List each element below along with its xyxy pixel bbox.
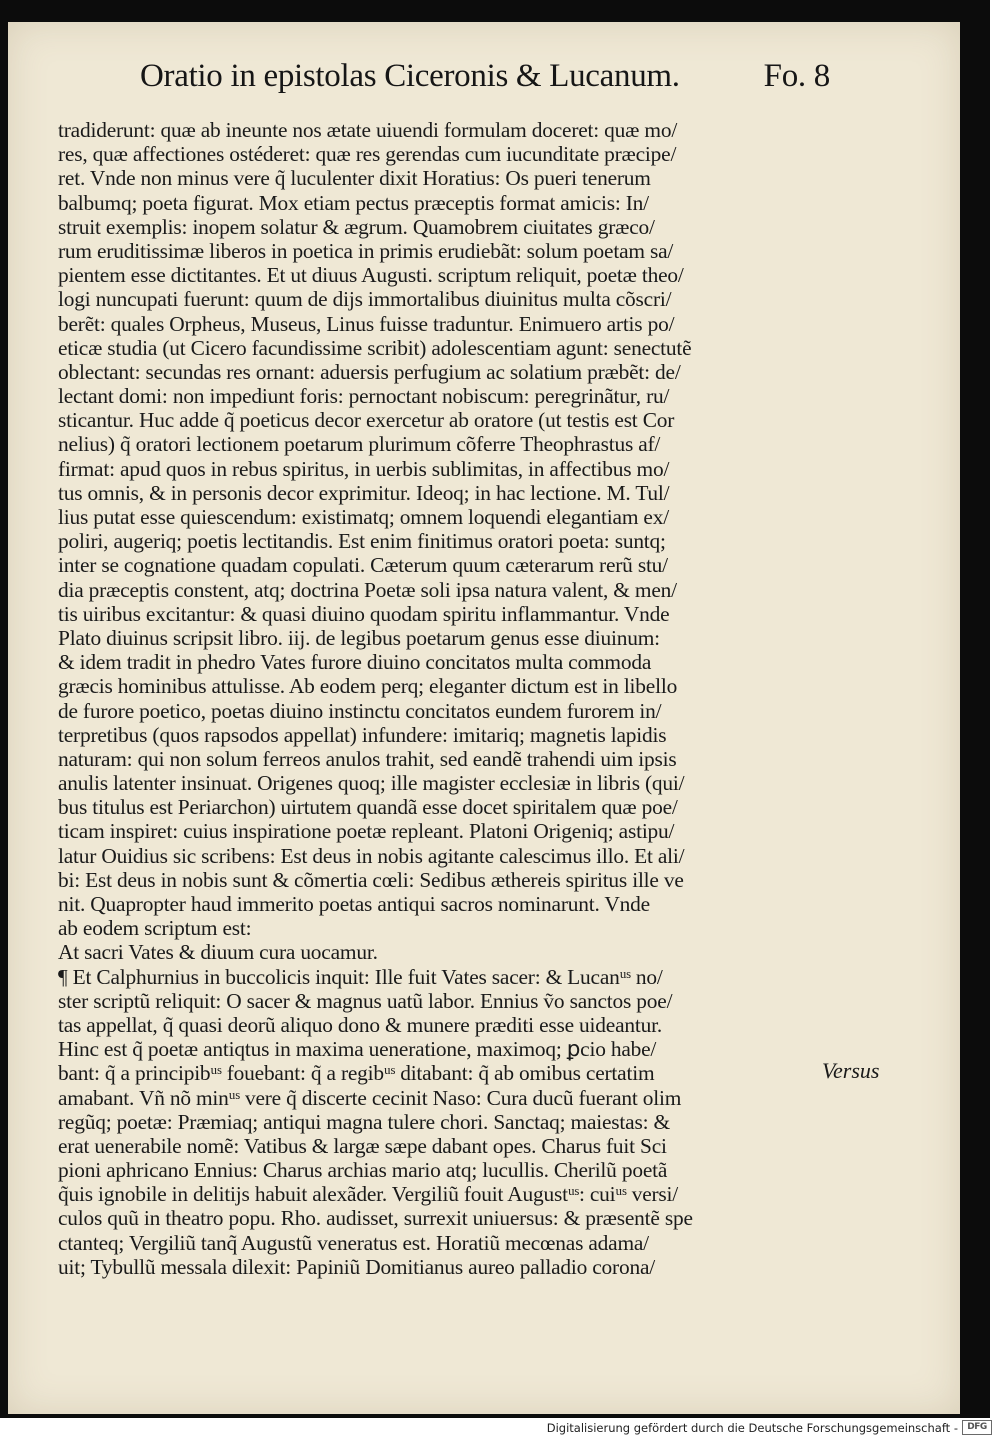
text-line: & idem tradit in phedro Vates furore diuino concitatos multa commoda [58,650,652,675]
text-line: nelius) q̃ oratori lectionem poetarum plurimum cõferre Theophrastus af/ [58,432,661,457]
text-line: ctanteq; Vergiliũ tanq̃ Augustũ veneratus est. Horatiũ mecœnas adama/ [58,1230,649,1255]
text-line: uit; Tybullũ messala dilexit: Papiniũ Domitianus aureo palladio corona/ [58,1254,655,1279]
text-line: Hinc est q̃ poetæ antiqtus in maxima ueneratione, maximoq; ꝑcio habe/ [58,1037,657,1062]
text-line: tus omnis, & in personis decor exprimitur. Ideoq; in hac lectione. M. Tul/ [58,480,670,505]
page-header [140,58,830,108]
text-line: logi nuncupati fuerunt: quum de dijs immortalibus diuinitus multa cõscri/ [58,287,672,312]
text-line: culos quũ in theatro popu. Rho. audisset, surrexit uniuersus: & præsentẽ spe [58,1206,693,1231]
text-line: firmat: apud quos in rebus spiritus, in uerbis sublimitas, in affectibus mo/ [58,456,670,481]
text-line: anulis latenter insinuat. Origenes quoq; ille magister ecclesiæ in libris (qui/ [58,771,685,796]
running-title: Oratio in epistolas Ciceronis & Lucanum. [140,58,680,94]
text-line: ster scriptũ reliquit: O sacer & magnus uatũ labor. Ennius ṽo sanctos poe/ [58,988,673,1013]
text-line: tis uiribus excitantur: & quasi diuino quodam spiritu inflammantur. Vnde [58,601,670,626]
text-line: bi: Est deus in nobis sunt & cõmertia cœli: Sedibus æthereis spiritus ille ve [58,867,684,892]
text-line: eticæ studia (ut Cicero facundissime scribit) adolescentiam agunt: senectutẽ [58,335,692,360]
text-line: ¶ Et Calphurnius in buccolicis inquit: Ille fuit Vates sacer: & Lucanᵘˢ no/ [58,964,663,989]
text-line: struit exemplis: inopem solatur & ægrum. Quamobrem ciuitates græco/ [58,214,655,239]
text-line: res, quæ affectiones ostéderet: quæ res gerendas cum iucunditate præcipe/ [58,142,677,167]
text-line: nit. Quapropter haud immerito poetas antiqui sacros nominarunt. Vnde [58,892,650,916]
text-line: bus titulus est Periarchon) uirtutem quandã esse docet spiritalem quæ poe/ [58,795,678,820]
text-line: balbumq; poeta figurat. Mox etiam pectus præceptis format amicis: In/ [58,190,649,215]
text-line: At sacri Vates & diuum cura uocamur. [58,940,378,965]
text-line: regũq; poetæ: Præmiaq; antiqui magna tulere chori. Sanctaq; maiestas: & [58,1109,670,1134]
text-line: pioni aphricano Ennius: Charus archias mario atq; lucullis. Cherilũ poetã [58,1158,668,1183]
text-line: tradiderunt: quæ ab ineunte nos ætate uiuendi formulam doceret: quæ mo/ [58,118,678,142]
footer [0,1418,1000,1440]
marginal-note: Versus [822,1058,880,1083]
footer-credit: Digitalisierung gefördert durch die Deutsche Forschungsgemeinschaft - [546,1421,958,1435]
body-text [58,118,820,1279]
folio-number: Fo. 8 [763,58,830,94]
text-line: poliri, augeriq; poetis lectitandis. Est enim finitimus oratori poeta: suntq; [58,529,666,554]
text-line: rum eruditissimæ liberos in poetica in primis erudiebãt: solum poetam sa/ [58,238,674,263]
text-line: latur Ouidius sic scribens: Est deus in nobis agitante calescimus illo. Et ali/ [58,843,685,868]
text-line: lectant domi: non impediunt foris: pernoctant nobiscum: peregrinãtur, ru/ [58,384,670,409]
text-line: ticam inspiret: cuius inspiratione poetæ repleant. Platoni Origeniq; astipu/ [58,819,675,844]
dfg-logo: DFG [962,1420,992,1435]
text-line: oblectant: secundas res ornant: aduersis perfugium ac solatium præbẽt: de/ [58,359,681,384]
text-line: ret. Vnde non minus vere q̃ luculenter dixit Horatius: Os pueri tenerum [58,166,651,191]
text-line: ab eodem scriptum est: [58,916,252,941]
text-line: q̃uis ignobile in delitijs habuit alexãder. Vergiliũ fouit Augustᵘˢ: cuiᵘˢ versi/ [58,1182,679,1207]
text-line: de furore poetico, poetas diuino instinctu concitatos eundem furorem in/ [58,698,662,723]
text-line: terpretibus (quos rapsodos appellat) infundere: imitariq; magnetis lapidis [58,722,667,747]
text-line: Plato diuinus scripsit libro. iij. de legibus poetarum genus esse diuinum: [58,625,660,650]
text-line: lius putat esse quiescendum: existimatq; omnem loquendi elegantiam ex/ [58,505,669,529]
text-line: erat uenerabile nomẽ: Vatibus & largæ sæpe dabant opes. Charus fuit Sci [58,1133,667,1158]
text-line: naturam: qui non solum ferreos anulos trahit, sed eandẽ trahendi uim ipsis [58,746,677,771]
text-line: pientem esse dictitantes. Et ut diuus Augusti. scriptum reliquit, poetæ theo/ [58,263,684,288]
text-line: bant: q̃ a principibᵘˢ fouebant: q̃ a regibᵘˢ ditabant: q̃ ab omibus certatim [58,1061,655,1086]
text-line: berẽt: quales Orpheus, Museus, Linus fuisse traduntur. Enimuero artis po/ [58,311,675,336]
text-line: inter se cognatione quadam copulati. Cæterum quum cæterarum rerũ stu/ [58,553,668,578]
text-line: sticantur. Huc adde q̃ poeticus decor exercetur ab oratore (ut testis est Cor [58,408,675,433]
text-line: amabant. Vñ nõ minᵘˢ vere q̃ discerte cecinit Naso: Cura ducũ fuerant olim [58,1085,682,1110]
text-line: tas appellat, q̃ quasi deorũ aliquo dono & munere præditi esse uideantur. [58,1012,663,1037]
text-line: græcis hominibus attulisse. Ab eodem perq; eleganter dictum est in libello [58,674,678,699]
text-line: dia præceptis constent, atq; doctrina Poetæ soli ipsa natura valent, & men/ [58,577,677,602]
